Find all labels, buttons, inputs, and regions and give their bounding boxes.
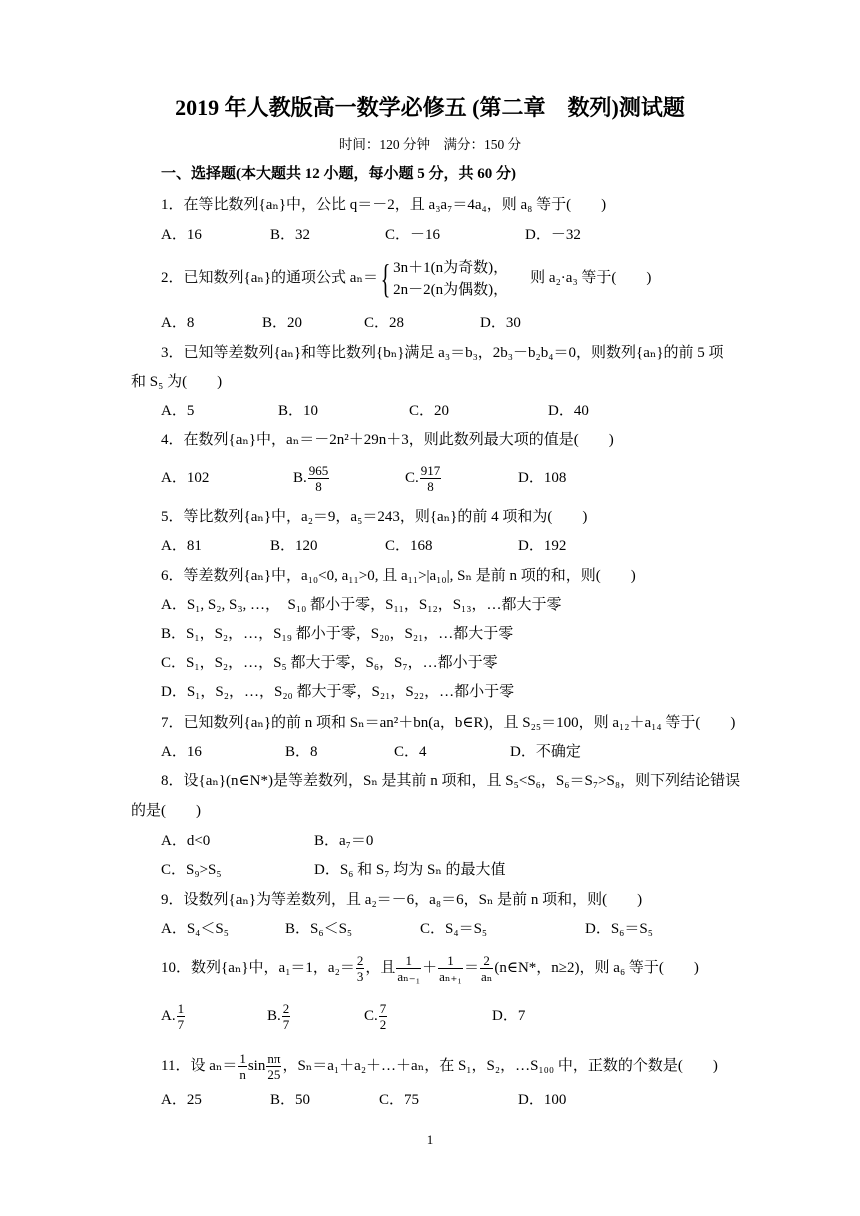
- q3-option-b: B．10: [278, 403, 319, 419]
- q9-option-c: C．S₄＝S₅: [420, 921, 488, 937]
- q4-option-b-label: B.: [293, 470, 307, 486]
- q11-option-b: B．50: [270, 1092, 311, 1108]
- q10-frac-3: $\frac{2}{\text{aₙ}}$: [480, 953, 493, 985]
- q2-case-1: 3n＋1(n为奇数)，: [393, 259, 509, 276]
- q2-stem-pre: 2．已知数列{aₙ}的通项公式 aₙ＝: [161, 270, 378, 286]
- question-8: 8．设{aₙ}(n∈N*)是等差数列，Sₙ 是其前 n 项和，且 S₅<S₆，S₆＝S₇>S₈，则下列结论错误: [161, 773, 741, 789]
- q5-option-c: C．168: [385, 538, 433, 554]
- q11-stem-post: ，Sₙ＝a₁＋a₂＋…＋aₙ，在 S₁，S₂，…S₁₀₀ 中，正数的个数是( ): [282, 1058, 718, 1074]
- question-3-cont: 和 S₅ 为( ): [131, 374, 223, 390]
- q11-frac-1: $\frac{1}{n}$: [239, 1051, 246, 1083]
- question-6: 6．等差数列{aₙ}中，a₁₀<0, a₁₁>0, 且 a₁₁>|a₁₀|, Sₙ 是前 n 项的和，则( ): [161, 568, 636, 584]
- page-number: 1: [426, 1132, 434, 1147]
- question-5: 5．等比数列{aₙ}中，a₂＝9，a₅＝243，则{aₙ}的前 4 项和为( ): [161, 509, 588, 525]
- q9-option-d: D．S₆＝S₅: [585, 921, 653, 937]
- q10-frac-a2: $\frac{2}{3}$: [356, 953, 364, 985]
- q6-option-a: A．S₁, S₂, S₃, …， S₁₀ 都小于零，S₁₁，S₁₂，S₁₃，…都大于零: [161, 597, 562, 613]
- q3-option-c: C．20: [409, 403, 450, 419]
- q4-option-c-frac: $\frac{917}{8}$: [420, 463, 441, 495]
- q11-option-a: A．25: [161, 1092, 202, 1108]
- q10-stem-post: (n∈N*，n≥2)，则 a₆ 等于( ): [494, 960, 699, 976]
- question-2: [161, 256, 651, 300]
- q1-option-d: D．－32: [525, 227, 581, 243]
- q10-option-a: A. $\frac{1}{7}$: [161, 1001, 185, 1033]
- page-title: 2019 年人教版高一数学必修五 (第二章 数列)测试题: [175, 95, 685, 120]
- q3-option-d: D．40: [548, 403, 589, 419]
- q5-option-b: B．120: [270, 538, 318, 554]
- q11-frac-2: $\frac{n\pi}{25}$: [267, 1051, 281, 1083]
- question-4: 4．在数列{aₙ}中，aₙ＝－2n²＋29n＋3，则此数列最大项的值是( ): [161, 432, 614, 448]
- q11-option-d: D．100: [518, 1092, 567, 1108]
- q9-option-b: B．S₆＜S₅: [285, 921, 353, 937]
- q8-option-c: C．S₉>S₅: [161, 862, 222, 878]
- question-3: 3．已知等差数列{aₙ}和等比数列{bₙ}满足 a₃＝b₃，2b₃－b₂b₄＝0，则数列{aₙ}的前 5 项: [161, 345, 724, 361]
- q4-option-a: A．102: [161, 470, 210, 486]
- q4-option-c-label: C.: [405, 470, 419, 486]
- q10-option-d: D．7: [492, 1008, 526, 1024]
- q8-option-d: D．S₆ 和 S₇ 均为 Sₙ 的最大值: [314, 862, 506, 878]
- q2-option-c: C．28: [364, 315, 405, 331]
- brace-symbol: {: [380, 255, 391, 301]
- exam-info: 时间：120 分钟 满分：150 分: [338, 137, 522, 152]
- q11-stem-pre: 11．设 aₙ＝: [161, 1058, 238, 1074]
- question-8-cont: 的是( ): [131, 803, 201, 819]
- q2-stem-post: 则 a₂·a₃ 等于( ): [530, 270, 652, 286]
- q1-option-c: C．－16: [385, 227, 441, 243]
- q10-option-b: B. $\frac{2}{7}$: [267, 1001, 290, 1033]
- q6-option-d: D．S₁，S₂，…，S₂₀ 都大于零，S₂₁，S₂₂，…都小于零: [161, 684, 515, 700]
- question-9: 9．设数列{aₙ}为等差数列，且 a₂＝－6，a₈＝6，Sₙ 是前 n 项和，则( ): [161, 892, 643, 908]
- q10-frac-1: $\frac{1}{\text{aₙ₋₁}}$: [397, 953, 421, 985]
- q8-option-b: B．a₇＝0: [314, 833, 374, 849]
- q7-option-b: B．8: [285, 744, 318, 760]
- q4-option-c: [405, 460, 442, 496]
- question-11: 11．设 aₙ＝ $\frac{1}{n}$ sin $\frac{n\pi}{25}$ ，Sₙ＝a₁＋a₂＋…＋aₙ，在 S₁，S₂，…S₁₀₀ 中，正数的个数是( ): [161, 1051, 718, 1083]
- q3-option-a: A．5: [161, 403, 195, 419]
- q2-option-d: D．30: [480, 315, 521, 331]
- q5-option-a: A．81: [161, 538, 202, 554]
- q11-option-c: C．75: [379, 1092, 420, 1108]
- q2-cases: [393, 257, 508, 301]
- q6-option-b: B．S₁，S₂，…，S₁₉ 都小于零，S₂₀，S₂₁，…都大于零: [161, 626, 514, 642]
- q5-option-d: D．192: [518, 538, 567, 554]
- q7-option-a: A．16: [161, 744, 202, 760]
- q7-option-d: D．不确定: [510, 744, 581, 760]
- q2-option-a: A．8: [161, 315, 195, 331]
- q1-option-b: B．32: [270, 227, 311, 243]
- question-7: 7．已知数列{aₙ}的前 n 项和 Sₙ＝an²＋bn(a，b∈R)，且 S₂₅＝100，则 a₁₂＋a₁₄ 等于( ): [161, 715, 736, 731]
- q10-stem-pre: 10．数列{aₙ}中，a₁＝1，a₂＝: [161, 960, 355, 976]
- question-10: 10．数列{aₙ}中，a₁＝1，a₂＝ $\frac{2}{3}$ ，且 $\frac{1}{\text{aₙ₋₁}}$ ＋ $\frac{1}{\text{aₙ₊₁}}$ ＝ $\frac{2}{\text{aₙ}}$ (n∈N*，n≥2)，则 a₆ 等于( ): [161, 953, 699, 985]
- q4-option-d: D．108: [518, 470, 567, 486]
- q2-case-2: 2n－2(n为偶数)，: [393, 281, 509, 298]
- section-heading: 一、选择题(本大题共 12 小题，每小题 5 分，共 60 分): [161, 166, 516, 182]
- q6-option-c: C．S₁，S₂，…，S₅ 都大于零，S₆，S₇，…都小于零: [161, 655, 498, 671]
- q1-option-a: A．16: [161, 227, 202, 243]
- q10-option-c: C. $\frac{7}{2}$: [364, 1001, 387, 1033]
- q7-option-c: C．4: [394, 744, 427, 760]
- q8-option-a: A．d<0: [161, 833, 211, 849]
- q4-option-b: [293, 460, 330, 496]
- q10-frac-2: $\frac{1}{\text{aₙ₊₁}}$: [439, 953, 462, 985]
- q9-option-a: A．S₄＜S₅: [161, 921, 229, 937]
- question-1: 1．在等比数列{aₙ}中，公比 q＝－2，且 a₃a₇＝4a₄，则 a₈ 等于( ): [161, 197, 607, 213]
- q4-option-b-frac: $\frac{965}{8}$: [308, 463, 329, 495]
- q2-option-b: B．20: [262, 315, 303, 331]
